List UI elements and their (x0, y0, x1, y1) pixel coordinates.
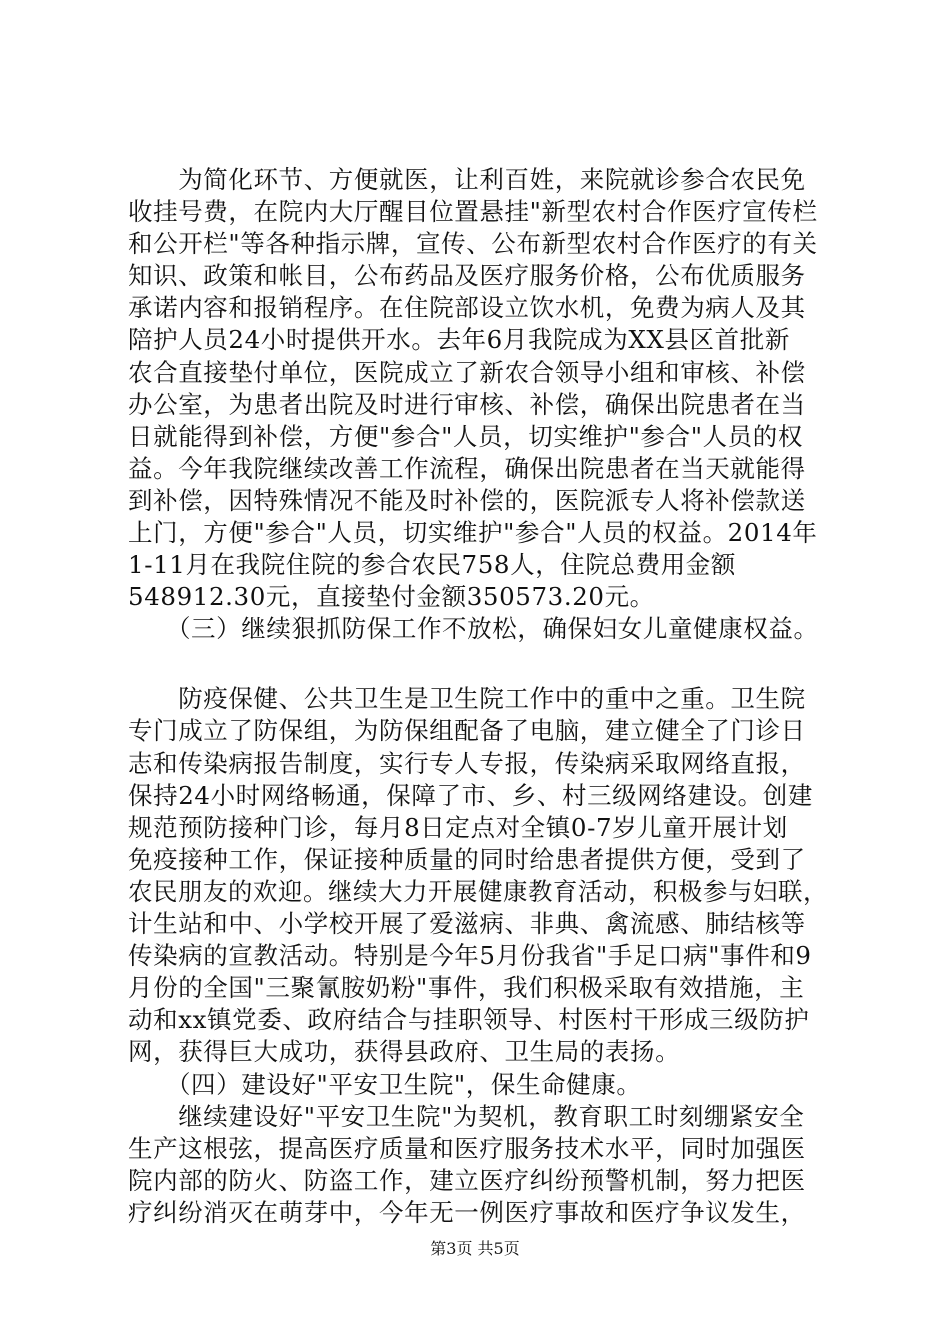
paragraph-line: 承诺内容和报销程序。在住院部设立饮水机，免费为病人及其 (128, 293, 806, 322)
paragraph-line: 日就能得到补偿，方便"参合"人员，切实维护"参合"人员的权 (128, 422, 803, 451)
paragraph-line: 规范预防接种门诊，每月8日定点对全镇0-7岁儿童开展计划 (128, 813, 788, 842)
paragraph-line: 专门成立了防保组，为防保组配备了电脑，建立健全了门诊日 (128, 716, 806, 745)
paragraph-line: 院内部的防火、防盗工作，建立医疗纠纷预警机制，努力把医 (128, 1166, 806, 1195)
paragraph-line: 农民朋友的欢迎。继续大力开展健康教育活动，积极参与妇联， (128, 877, 828, 906)
paragraph-line: 免疫接种工作，保证接种质量的同时给患者提供方便，受到了 (128, 845, 806, 874)
paragraph-line: 月份的全国"三聚氰胺奶粉"事件，我们积极采取有效措施，主 (128, 973, 805, 1002)
paragraph-line: 传染病的宣教活动。特别是今年5月份我省"手足口病"事件和9 (128, 941, 812, 970)
paragraph-line: 收挂号费，在院内大厅醒目位置悬挂"新型农村合作医疗宣传栏 (128, 197, 818, 226)
paragraph-line: 生产这根弦，提高医疗质量和医疗服务技术水平，同时加强医 (128, 1134, 806, 1163)
section-heading: （四）建设好"平安卫生院"，保生命健康。 (128, 1070, 642, 1099)
paragraph-line: 益。今年我院继续改善工作流程，确保出院患者在当天就能得 (128, 454, 806, 483)
paragraph-line: 办公室，为患者出院及时进行审核、补偿，确保出院患者在当 (128, 390, 806, 419)
paragraph-line: 和公开栏"等各种指示牌，宣传、公布新型农村合作医疗的有关 (128, 229, 818, 258)
paragraph-line: 计生站和中、小学校开展了爱滋病、非典、禽流感、肺结核等 (128, 909, 806, 938)
page-footer: 第3页 共5页 (430, 1239, 520, 1258)
paragraph-line: 548912.30元，直接垫付金额350573.20元。 (128, 582, 655, 611)
paragraph-line: 陪护人员24小时提供开水。去年6月我院成为XX县区首批新 (128, 325, 790, 354)
paragraph-line: 上门，方便"参合"人员，切实维护"参合"人员的权益。2014年 (128, 518, 818, 547)
paragraph-line: 保持24小时网络畅通，保障了市、乡、村三级网络建设。创建 (128, 781, 813, 810)
section-heading: （三）继续狠抓防保工作不放松，确保妇女儿童健康权益。 (128, 614, 819, 643)
paragraph-line: 农合直接垫付单位，医院成立了新农合领导小组和审核、补偿 (128, 358, 806, 387)
paragraph-line: 1-11月在我院住院的参合农民758人，住院总费用金额 (128, 550, 737, 579)
paragraph-line: 防疫保健、公共卫生是卫生院工作中的重中之重。卫生院 (128, 684, 806, 713)
paragraph-line: 疗纠纷消灭在萌芽中，今年无一例医疗事故和医疗争议发生， (128, 1198, 806, 1227)
paragraph-line: 为简化环节、方便就医，让利百姓，来院就诊参合农民免 (128, 165, 806, 194)
paragraph-line: 志和传染病报告制度，实行专人专报，传染病采取网络直报， (128, 749, 806, 778)
paragraph-line: 到补偿，因特殊情况不能及时补偿的，医院派专人将补偿款送 (128, 486, 806, 515)
paragraph-line: 动和xx镇党委、政府结合与挂职领导、村医村干形成三级防护 (128, 1005, 810, 1034)
paragraph-line: 继续建设好"平安卫生院"为契机，教育职工时刻绷紧安全 (128, 1102, 805, 1131)
paragraph-line: 网，获得巨大成功，获得县政府、卫生局的表扬。 (128, 1037, 681, 1066)
paragraph-line: 知识、政策和帐目，公布药品及医疗服务价格，公布优质服务 (128, 261, 806, 290)
